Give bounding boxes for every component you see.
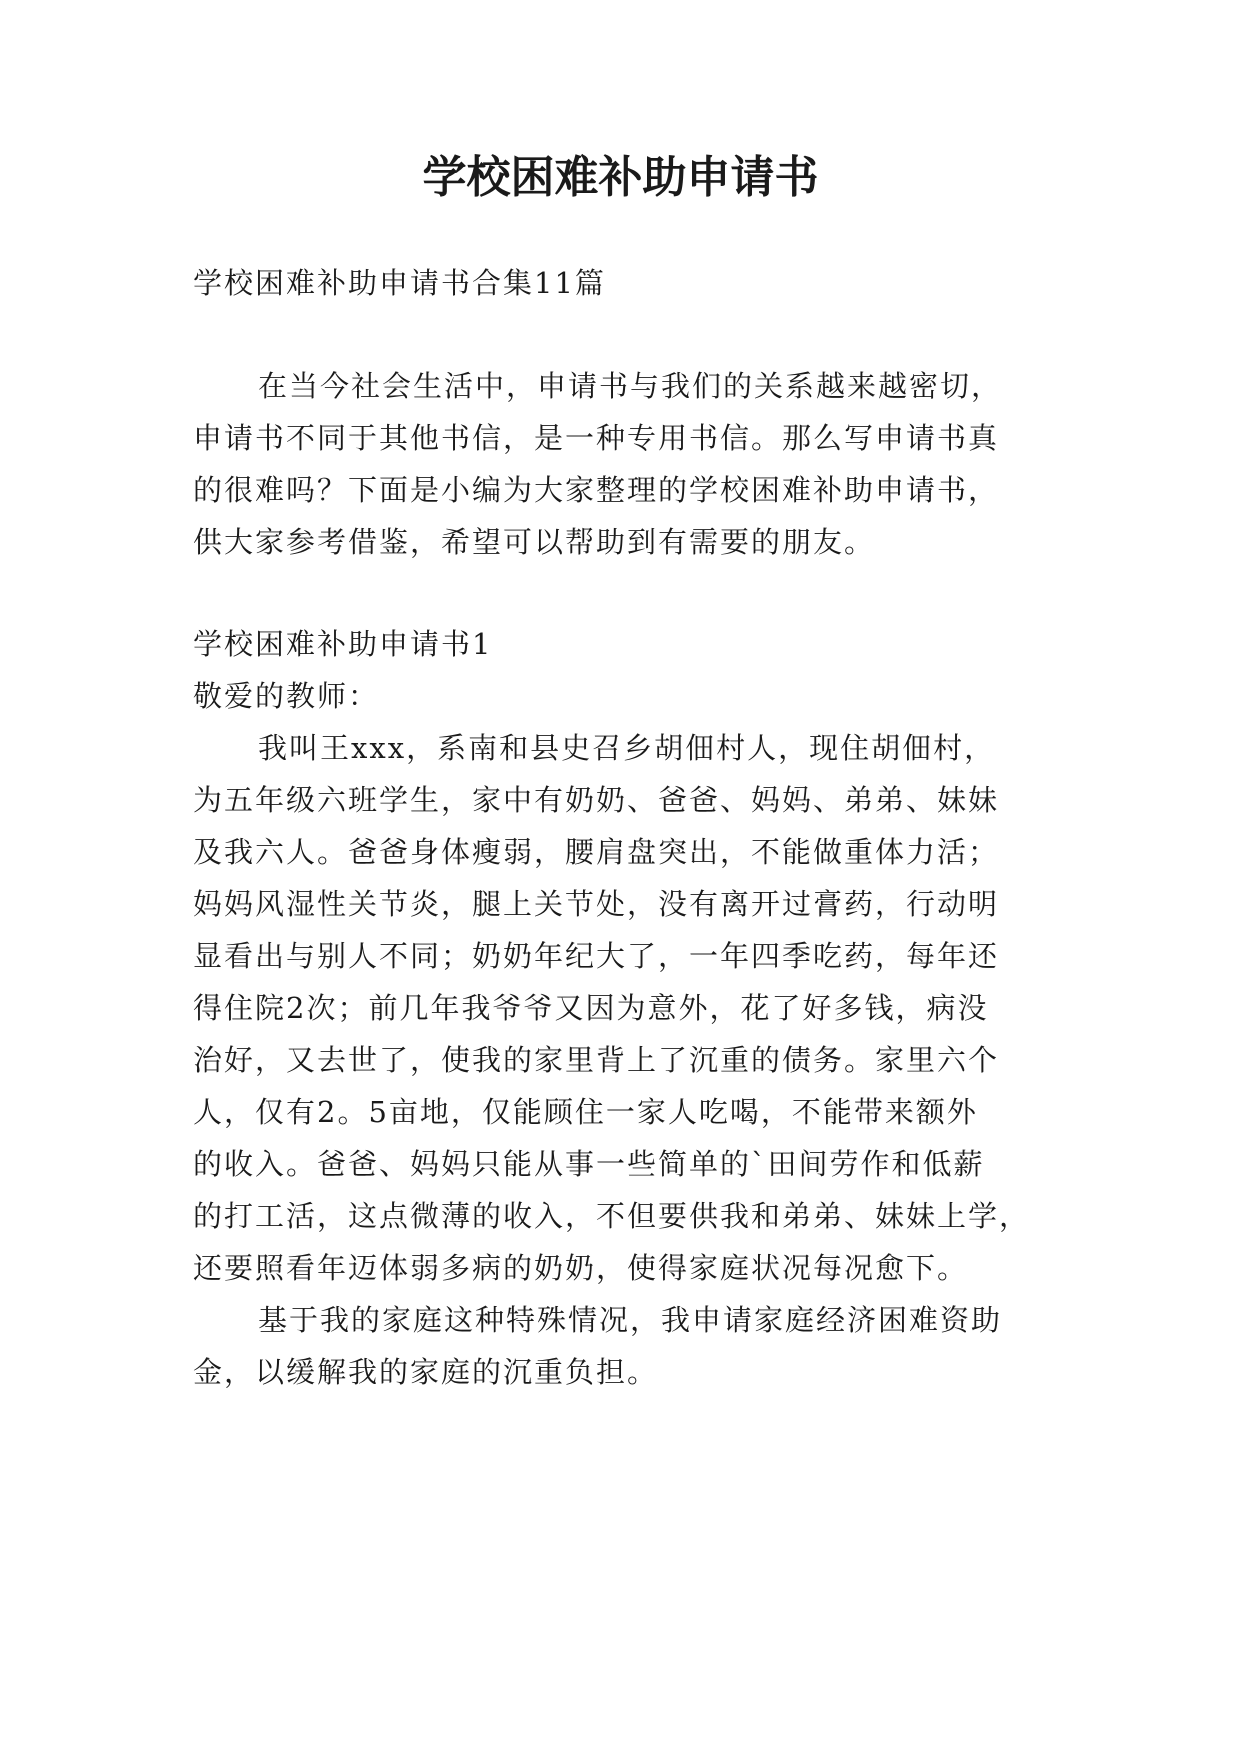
- body-line: 的打工活，这点微薄的收入，不但要供我和弟弟、妹妹上学，: [193, 1199, 1031, 1233]
- closing-line: 基于我的家庭这种特殊情况，我申请家庭经济困难资助: [258, 1303, 1003, 1337]
- body-line: 及我六人。爸爸身体瘦弱，腰肩盘突出，不能做重体力活；: [193, 835, 1000, 869]
- body-line: 治好，又去世了，使我的家里背上了沉重的债务。家里六个: [193, 1043, 1000, 1077]
- body-line: 为五年级六班学生，家中有奶奶、爸爸、妈妈、弟弟、妹妹: [193, 783, 1000, 817]
- body-line: 显看出与别人不同；奶奶年纪大了，一年四季吃药，每年还: [193, 939, 1000, 973]
- body-line: 得住院2次；前几年我爷爷又因为意外，花了好多钱，病没: [193, 991, 989, 1025]
- body-line: 还要照看年迈体弱多病的奶奶，使得家庭状况每况愈下。: [193, 1251, 969, 1285]
- intro-line: 的很难吗？下面是小编为大家整理的学校困难补助申请书，: [193, 473, 1000, 507]
- body-line: 人，仅有2。5亩地，仅能顾住一家人吃喝，不能带来额外: [193, 1095, 978, 1129]
- document-title: 学校困难补助申请书: [422, 152, 819, 203]
- salutation: 敬爱的教师：: [193, 679, 380, 713]
- closing-line: 金，以缓解我的家庭的沉重负担。: [193, 1355, 659, 1389]
- section-heading: 学校困难补助申请书1: [193, 627, 493, 661]
- intro-line: 在当今社会生活中，申请书与我们的关系越来越密切，: [258, 369, 1003, 403]
- body-line: 我叫王xxx，系南和县史召乡胡佃村人，现住胡佃村，: [258, 731, 996, 765]
- body-line: 的收入。爸爸、妈妈只能从事一些简单的`田间劳作和低薪: [193, 1147, 985, 1181]
- intro-line: 供大家参考借鉴，希望可以帮助到有需要的朋友。: [193, 525, 876, 559]
- intro-line: 申请书不同于其他书信，是一种专用书信。那么写申请书真: [193, 421, 1000, 455]
- body-line: 妈妈风湿性关节炎，腿上关节处，没有离开过膏药，行动明: [193, 887, 1000, 921]
- collection-subtitle: 学校困难补助申请书合集11篇: [193, 266, 606, 300]
